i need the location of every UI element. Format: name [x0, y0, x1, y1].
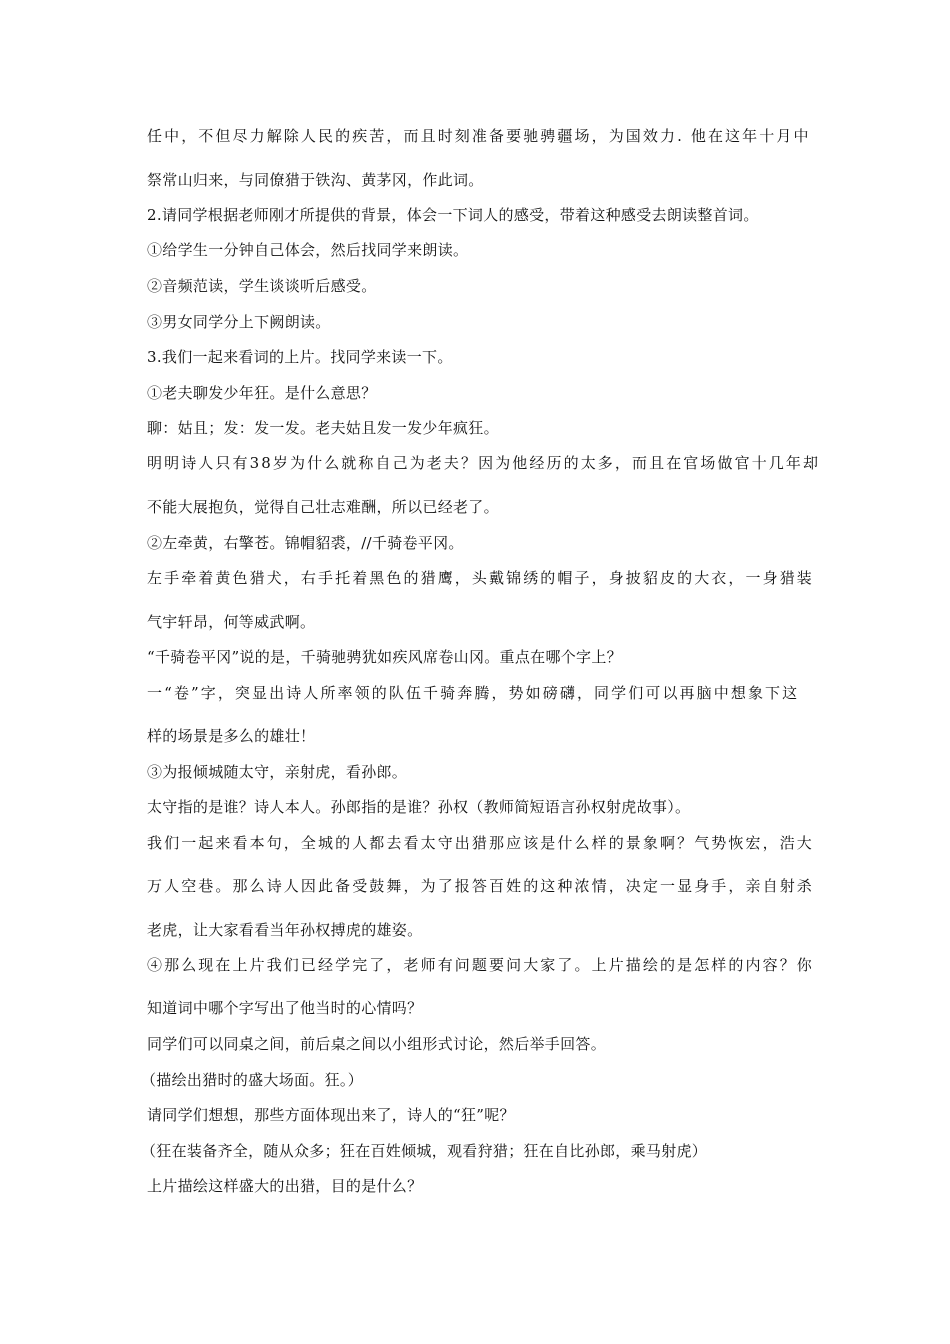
- text-line: 太守指的是谁？诗人本人。孙郎指的是谁？孙权（教师简短语言孙权射虎故事）。: [147, 798, 691, 816]
- text-line: 请同学们想想，那些方面体现出来了，诗人的“狂”呢？: [147, 1106, 515, 1124]
- text-line: “千骑卷平冈”说的是，千骑驰骋犹如疾风席卷山冈。重点在哪个字上？: [147, 648, 622, 666]
- text-line: ④那么现在上片我们已经学完了，老师有问题要问大家了。上片描绘的是怎样的内容？你: [147, 956, 814, 974]
- text-line: （描绘出猎时的盛大场面。狂。）: [141, 1071, 364, 1089]
- text-line: 上片描绘这样盛大的出猎，目的是什么？: [147, 1177, 423, 1195]
- text-line: 样的场景是多么的雄壮！: [147, 727, 316, 745]
- text-line: 左手牵着黄色猎犬，右手托着黑色的猎鹰，头戴锦绣的帽子，身披貂皮的大衣，一身猎装: [147, 569, 814, 587]
- text-line: 3.我们一起来看词的上片。找同学来读一下。: [147, 348, 453, 366]
- text-line: （狂在装备齐全，随从众多；狂在百姓倾城，观看狩猎；狂在自比孙郎，乘马射虎）: [141, 1142, 708, 1160]
- text-line: 我们一起来看本句，全城的人都去看太守出猎那应该是什么样的景象啊？气势恢宏，浩大: [147, 834, 814, 852]
- text-line: 一“卷”字，突显出诗人所率领的队伍千骑奔腾，势如磅礴，同学们可以再脑中想象下这: [147, 684, 800, 702]
- text-line: 任中，不但尽力解除人民的疾苦，而且时刻准备要驰骋疆场，为国效力. 他在这年十月中: [147, 127, 811, 145]
- text-line: 2.请同学根据老师刚才所提供的背景，体会一下词人的感受，带着这种感受去朗读整首词。: [147, 206, 759, 224]
- text-line: 同学们可以同桌之间，前后桌之间以小组形式讨论，然后举手回答。: [147, 1035, 607, 1053]
- text-line: ①给学生一分钟自己体会，然后找同学来朗读。: [147, 241, 469, 259]
- text-line: 不能大展抱负，觉得自己壮志难酬，所以已经老了。: [147, 498, 499, 516]
- text-line: ③男女同学分上下阙朗读。: [147, 313, 331, 331]
- text-line: 气宇轩昂，何等威武啊。: [147, 613, 316, 631]
- text-line: 明明诗人只有38岁为什么就称自己为老夫？因为他经历的太多，而且在官场做官十几年却: [147, 454, 821, 472]
- text-line: 万人空巷。那么诗人因此备受鼓舞，为了报答百姓的这种浓情，决定一显身手，亲自射杀: [147, 877, 814, 895]
- text-line: 聊：姑且；发：发一发。老夫姑且发一发少年疯狂。: [147, 419, 499, 437]
- text-line: 祭常山归来，与同僚猎于铁沟、黄茅冈，作此词。: [147, 171, 484, 189]
- text-line: 老虎，让大家看看当年孙权搏虎的雄姿。: [147, 921, 423, 939]
- text-line: ②音频范读，学生谈谈听后感受。: [147, 277, 377, 295]
- text-line: 知道词中哪个字写出了他当时的心情吗？: [147, 999, 423, 1017]
- text-line: ②左牵黄，右擎苍。锦帽貂裘，//千骑卷平冈。: [147, 534, 464, 552]
- text-line: ③为报倾城随太守，亲射虎，看孙郎。: [147, 763, 408, 781]
- text-line: ①老夫聊发少年狂。是什么意思？: [147, 384, 377, 402]
